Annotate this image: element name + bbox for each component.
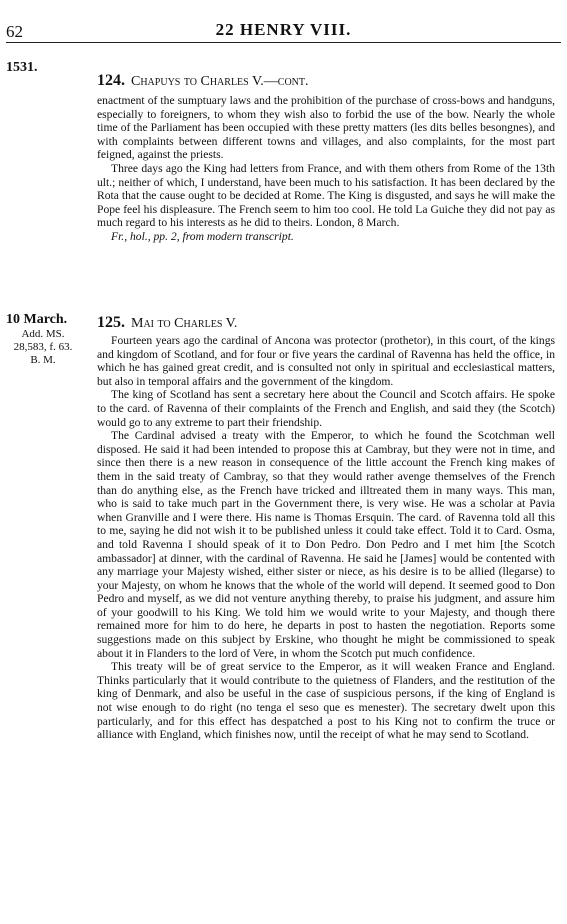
entry-124-number: 124. xyxy=(97,72,125,89)
entry-124-body xyxy=(97,94,555,244)
entry-125-paragraph-2: The king of Scotland has sent a secretary here about the Council and Scotch affairs. He spoke to the card. of Ravenna of their complaints of the French and English, and said they (the Scotch) would go to any extreme to part their friendship. xyxy=(97,388,555,429)
entry-125-title: Mai to Charles V. xyxy=(131,316,238,331)
entry-125-paragraph-4: This treaty will be of great service to the Emperor, as it will weaken France and England. Thinks particularly that it would contribute to the quietness of Flanders, and the restitution of the king of Denmark, and also be useful in the case of suspicious persons, if the king of England is not wise enough to do right (no tenga el seso que es menester). The secretary dwelt upon this particularly, and for this effect has despatched a post to his King not to confirm the truce or alliance with England, which finishes now, until the receipt of what he may send to Scotland. xyxy=(97,660,555,742)
running-head: 22 HENRY VIII. xyxy=(215,20,352,39)
page-header xyxy=(0,8,567,42)
header-rule xyxy=(6,42,561,43)
page-number: 62 xyxy=(6,22,23,41)
entry-125-date: 10 March. xyxy=(6,312,68,327)
entry-125-paragraph-3: The Cardinal advised a treaty with the Emperor, to which he found the Scotchman well disposed. He said it had been intended to propose this at Cambray, but they were not in time, and since then there is a new reason in consequence of the little account the French king makes of them in the said treaty of Cambray, so that they would rather avenge themselves of the French than do anything else, as the French have tricked and illtreated them in many ways. This man, who is said to take much part in the Government there, is very wise. He was a scholar at Pavia when Granville and I were there. His name is Thomas Ersquin. The card. of Ravenna told all this to me, saying he did not wish it to be published unless it could take effect. Told it to Card. Osma, and told Ravenna I should speak of it to Don Pedro. Don Pedro and I met him [the Scotch ambassador] at dinner, with the cardinal of Ravenna. He said he [James] would be contented with any marriage your Majesty wished, either sister or niece, as his desire is to be allied (llegarse) to your Majesty, on whom he knows that the whole of the world will depend. It seemed good to Don Pedro and myself, as we did not venture anything thereby, to praise his judgment, and assure him of your goodwill to his King. We told him we would write to your Majesty, and though there remained more for him to do here, he departs in post to hasten the negotiation. Reports some suggestions made on this subject by Erskine, who thought he might be commissioned to speak about it in Flanders to the lord of Vere, in whom the Scotch put much confidence. xyxy=(97,429,555,660)
entry-124-source: Fr., hol., pp. 2, from modern transcript. xyxy=(111,229,294,243)
entry-124-paragraph-1: enactment of the sumptuary laws and the prohibition of the purchase of cross-bows and handguns, especially to foreigners, to whom they wish also to forbid the use of the bow. Nearly the whole time of the Parliament has been occupied with these pretty matters (les dits belles besongnes), and with complaints between different towns and villages, and also complaints, for the most part feigned, against the priests. xyxy=(97,94,555,162)
entry-124-heading xyxy=(97,72,309,90)
year-label: 1531. xyxy=(6,60,38,75)
entry-125-margin xyxy=(6,312,74,367)
entry-125-ref-line-3: B. M. xyxy=(30,354,56,366)
entry-125-heading xyxy=(97,314,237,332)
entry-125-ref-line-2: 28,583, f. 63. xyxy=(13,341,73,353)
entry-124-title: Chapuys to Charles V.—cont. xyxy=(131,74,309,89)
entry-125-body xyxy=(97,334,555,742)
entry-125-number: 125. xyxy=(97,314,125,331)
entry-125-paragraph-1: Fourteen years ago the cardinal of Ancona was protector (prothetor), in this court, of the kings and kingdom of Scotland, and for four or five years the cardinal of Ravenna has held the office, in which he has gained great credit, and is consulted not only in spiritual and ecclesiastical matters, but also in temporal affairs and the government of the kingdom. xyxy=(97,334,555,388)
entry-124-paragraph-2: Three days ago the King had letters from France, and with them others from Rome of the 13th ult.; neither of which, I understand, have been much to his satisfaction. It has been declared by the Rota that the cause ought to be decided at Rome. The King is disgusted, and says he will make the Pope feel his displeasure. The French seem to him too cool. He told La Guiche they did not pay as much regard to his interests as he did to theirs. London, 8 March. xyxy=(97,161,555,230)
entry-125-ref-line-1: Add. MS. xyxy=(21,328,65,340)
